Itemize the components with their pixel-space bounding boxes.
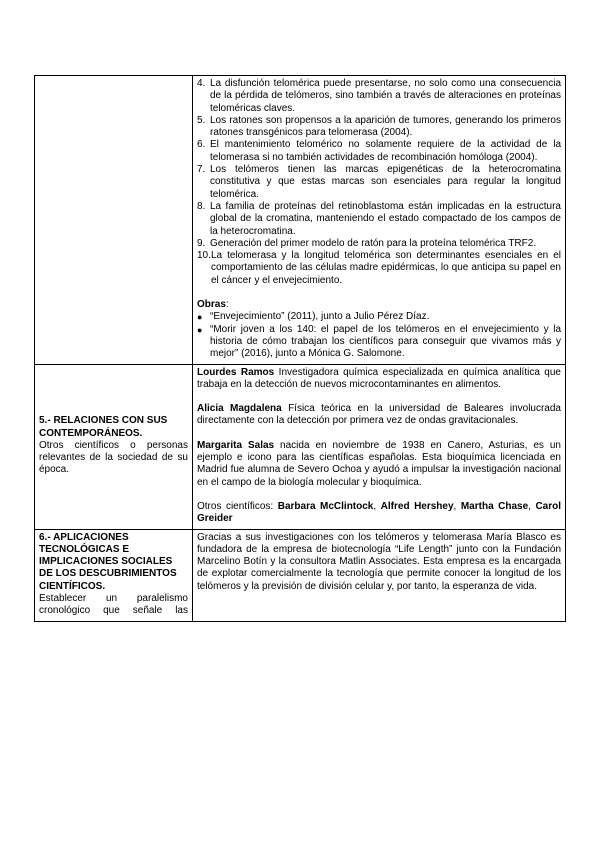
contemporary-entry: Alicia Magdalena Física teórica en la universidad de Baleares involucrada directamente con la detección por primera vez de ondas gravitacionales. [197,403,561,427]
contemporary-entry: Margarita Salas nacida en noviembre de 1938 en Canero, Asturias, es un ejemplo e icono para las científicas españolas. Esta bioquímica licenciada en Madrid fue alumna de Severo Ochoa y ayudó a impulsar la investigación nacional en el campo de la biología molecular y bioquímica. [197,439,561,488]
list-item: 6. El mantenimiento telomérico no solamente requiere de la actividad de la telomerasa si no también actividades de recombinación homóloga (2004). [197,139,561,163]
right-cell-findings [193,76,566,365]
obras-list [197,311,561,360]
section-heading: 5.- RELACIONES CON SUS CONTEMPORÁNEOS. [39,415,168,439]
section-heading: 6.- APLICACIONES TECNOLÓGICAS E IMPLICACIONES SOCIALES DE LOS DESCUBRIMIENTOS CIENTÍFICOS. [39,531,177,592]
left-cell-relaciones [35,364,193,529]
obras-heading: Obras: [197,299,229,311]
right-cell-applications [193,529,566,621]
left-cell-empty [35,76,193,365]
bullet-icon: ● [197,312,203,323]
list-item: 10. La telomerasa y la longitud telomérica son determinantes esenciales en el comportamiento de las células madre epidérmicas, lo que anticipa su papel en el cáncer y el envejecimiento. [197,250,561,286]
left-cell-aplicaciones [35,529,193,621]
table-row [35,76,566,365]
list-item: 9. Generación del primer modelo de ratón para la proteína telomérica TRF2. [197,237,537,249]
table-row [35,364,566,529]
contemporary-entry: Lourdes Ramos Investigadora química especializada en química analítica que trabaja en la detección de nuevos microcontaminantes en alimentos. [197,366,561,390]
list-item: ● “Envejecimiento” (2011), junto a Julio Pérez Díaz. [197,311,430,323]
list-item: 5. Los ratones son propensos a la aparición de tumores, generando los primeros ratones transgénicos para telomerasa (2004). [197,114,561,139]
table-row [35,529,566,621]
bullet-icon: ● [197,324,203,335]
right-cell-contemporaries [193,364,566,529]
list-item: ● “Morir joven a los 140: el papel de los telómeros en el envejecimiento y la historia de cómo trabajan los científicos para conseguir que vivamos más y mejor” (2016), junto a Mónica G. Salomone. [197,323,561,360]
applications-text: Gracias a sus investigaciones con los telómeros y telomerasa María Blasco es fundadora de la empresa de biotecnología “Life Length” junto con la Fundación Marcelino Botín y la consultora Matlin Associates. Esta empresa es la encargada de explotar comercialmente la tecnología que permite conocer la longitud de los telómeros y la previsión de división celular y, por tanto, la esperanza de vida. [197,531,561,592]
list-item: 4. La disfunción telomérica puede presentarse, no solo como una consecuencia de la pérdida de telómeros, sino también a través de alteraciones en proteínas teloméricas claves. [197,78,561,114]
section-description: Otros científicos o personas relevantes de la sociedad de su época. [39,439,188,476]
section-description: Establecer un paralelismo cronológico que señale las [39,592,188,617]
other-scientists: Otros científicos: Barbara McClintock, Alfred Hershey, Martha Chase, Carol Greider [197,500,562,525]
list-item: 7. Los telómeros tienen las marcas epigenéticas de la heterocromatina constitutiva y que estas marcas son esenciales para regular la longitud telomérica. [197,164,561,200]
findings-list [197,78,561,287]
list-item: 8. La familia de proteínas del retinoblastoma están implicadas en la estructura global de la cromatina, manteniendo el estado compactado de los campos de la heterocromatina. [197,200,561,237]
document-table [34,75,566,622]
